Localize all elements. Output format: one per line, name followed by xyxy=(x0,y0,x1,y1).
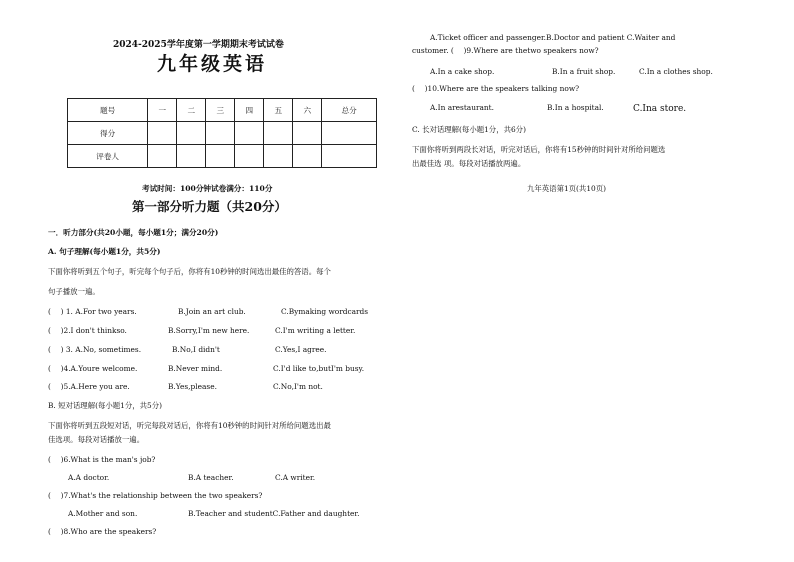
question-5-option-c: C.No,I'm not. xyxy=(273,382,323,391)
question-9-option-a: A.In a cake shop. xyxy=(430,67,495,76)
section-b-title: B. 短对话理解(每小题1分，共5分) xyxy=(48,401,162,410)
score-cell[interactable] xyxy=(206,122,235,145)
question-7: ( )7.What's the relationship between the two speakers? xyxy=(48,491,263,500)
question-1-option-b: B.Join an art club. xyxy=(178,307,246,316)
score-header-cell: 四 xyxy=(235,99,264,122)
score-table-row xyxy=(68,145,377,168)
score-cell[interactable] xyxy=(148,122,177,145)
score-cell[interactable] xyxy=(322,122,377,145)
question-7-option-bc: B.Teacher and studentC.Father and daughter. xyxy=(188,509,360,518)
score-cell[interactable] xyxy=(177,122,206,145)
exam-info: 考试时间：100分钟试卷满分：110分 xyxy=(142,184,273,193)
score-cell[interactable] xyxy=(293,145,322,168)
question-9-option-b: B.In a fruit shop. xyxy=(552,67,616,76)
section-c-instruction: 下面你将听到两段长对话，听完对话后，你将有15秒钟的时间针对所给问题选 xyxy=(412,145,666,154)
score-cell[interactable] xyxy=(264,145,293,168)
score-table-row xyxy=(68,122,377,145)
question-2-option-b: B.Sorry,I'm new here. xyxy=(168,326,250,335)
section-a-title: A. 句子理解(每小题1分，共5分) xyxy=(48,247,161,256)
score-cell[interactable] xyxy=(206,145,235,168)
question-3: ( ) 3. A.No, sometimes. xyxy=(48,345,142,354)
section-c-title: C. 长对话理解(每小题1分，共6分) xyxy=(412,125,526,134)
question-1-option-c: C.Bymaking wordcards xyxy=(281,307,369,316)
question-4-option-c: C.I'd like to,butI'm busy. xyxy=(273,364,365,373)
question-1: ( ) 1. A.For two years. xyxy=(48,307,137,316)
score-cell[interactable] xyxy=(148,145,177,168)
question-3-option-c: C.Yes,I agree. xyxy=(275,345,327,354)
question-6-option-b: B.A teacher. xyxy=(188,473,234,482)
score-cell[interactable] xyxy=(264,122,293,145)
question-5-option-b: B.Yes,please. xyxy=(168,382,217,391)
question-8: ( )8.Who are the speakers? xyxy=(48,527,157,536)
question-10: ( )10.Where are the speakers talking now? xyxy=(412,84,580,93)
question-6: ( )6.What is the man's job? xyxy=(48,455,156,464)
question-6-option-c: C.A writer. xyxy=(275,473,316,482)
score-row-label: 评卷人 xyxy=(68,145,148,168)
score-header-cell: 总分 xyxy=(322,99,377,122)
page-footer: 九年英语第1页(共10页) xyxy=(527,184,606,193)
score-cell[interactable] xyxy=(235,122,264,145)
question-6-option-a: A.A doctor. xyxy=(68,473,110,482)
question-10-option-c: C.Ina store. xyxy=(633,104,687,114)
score-cell[interactable] xyxy=(322,145,377,168)
question-2-option-c: C.I'm writing a letter. xyxy=(275,326,356,335)
question-9: customer. ( )9.Where are thetwo speakers now? xyxy=(412,46,599,55)
score-row-label: 得分 xyxy=(68,122,148,145)
score-header-cell: 一 xyxy=(148,99,177,122)
question-10-option-b: B.In a hospital. xyxy=(547,103,604,112)
score-cell[interactable] xyxy=(293,122,322,145)
score-header-cell: 二 xyxy=(177,99,206,122)
score-cell[interactable] xyxy=(235,145,264,168)
question-2: ( )2.I don't thinkso. xyxy=(48,326,127,335)
section-b-instruction: 佳选项。每段对话播放一遍。 xyxy=(48,435,145,444)
section-a-instruction: 下面你将听到五个句子，听完每个句子后，你将有10秒钟的时间选出最佳的答语。每个 xyxy=(48,267,331,276)
score-header-cell: 三 xyxy=(206,99,235,122)
question-10-option-a: A.In arestaurant. xyxy=(430,103,494,112)
score-header-cell: 五 xyxy=(264,99,293,122)
score-table-header-row xyxy=(68,99,377,122)
part1-title: 第一部分听力题（共20分） xyxy=(132,199,287,214)
question-4: ( )4.A.Youre welcome. xyxy=(48,364,138,373)
question-7-option-a: A.Mother and son. xyxy=(68,509,138,518)
score-header-cell: 题号 xyxy=(68,99,148,122)
section-c-instruction: 出最佳选 项。每段对话播放两遍。 xyxy=(412,159,526,168)
section-a-instruction: 句子播放一遍。 xyxy=(48,287,100,296)
question-9-option-c: C.In a clothes shop. xyxy=(639,67,713,76)
exam-subject: 九年级英语 xyxy=(157,53,268,75)
question-3-option-b: B.No,I didn't xyxy=(172,345,220,354)
score-cell[interactable] xyxy=(177,145,206,168)
section-b-instruction: 下面你将听到五段短对话，听完每段对话后，你将有10秒钟的时间针对所给问题选出最 xyxy=(48,421,331,430)
score-table xyxy=(67,98,377,168)
question-5: ( )5.A.Here you are. xyxy=(48,382,130,391)
exam-title: 2024-2025学年度第一学期期末考试试卷 xyxy=(113,40,284,50)
question-8-options: A.Ticket officer and passenger.B.Doctor and patient C.Waiter and xyxy=(430,33,676,42)
section-1-title: 一．听力部分(共20小题，每小题1分；满分20分) xyxy=(48,228,219,237)
score-header-cell: 六 xyxy=(293,99,322,122)
question-4-option-b: B.Never mind. xyxy=(168,364,223,373)
